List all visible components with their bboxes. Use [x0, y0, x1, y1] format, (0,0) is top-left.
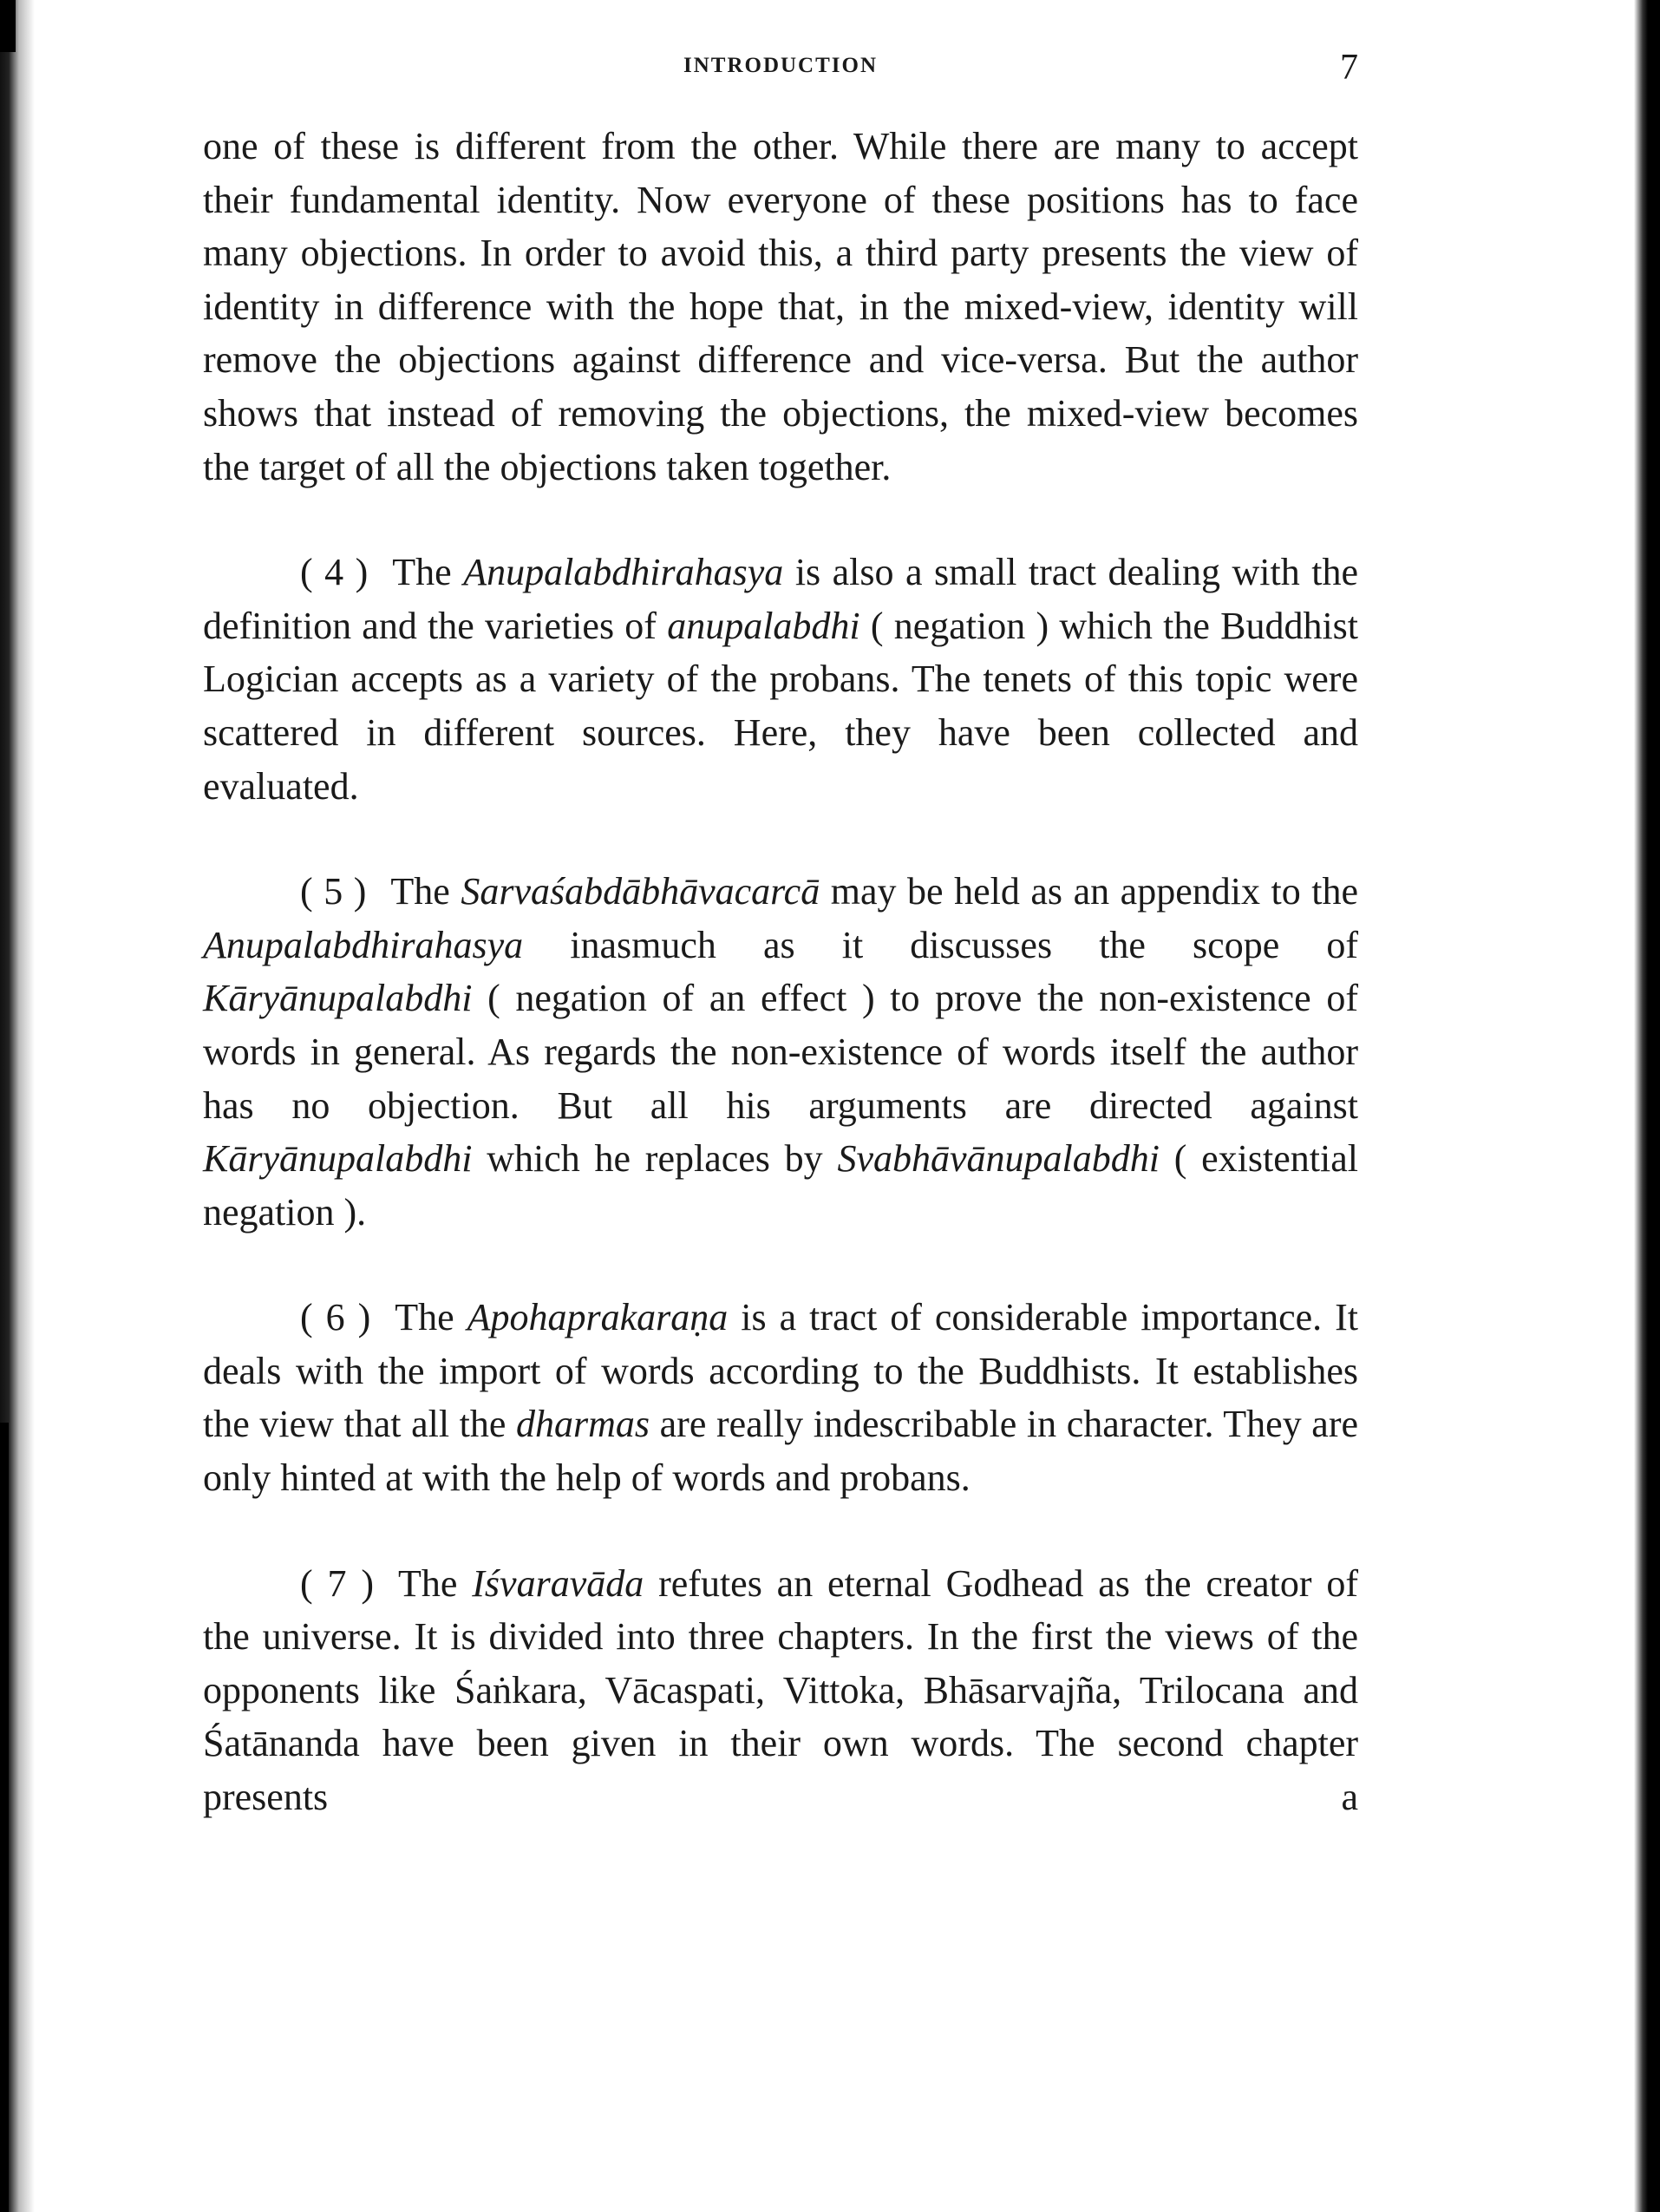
text-segment: The — [390, 870, 450, 913]
page-right-edge — [1634, 0, 1660, 2212]
italic-term: anupalabdhi — [667, 604, 860, 647]
italic-term: dharmas — [516, 1403, 650, 1446]
work-title: Iśvaravāda — [472, 1561, 644, 1605]
text-segment: are really indescribable in character. They are only hinted at with the help of words and probans. — [203, 1403, 1359, 1500]
paragraph-number: ( 6 ) — [300, 1296, 371, 1339]
body-text — [203, 120, 1358, 1876]
text-segment: The — [392, 551, 452, 594]
text-segment: is also a small tract dealing with the definition and the varieties of — [203, 551, 1358, 647]
text-segment: ( existential negation ). — [203, 1137, 1358, 1234]
paragraph-4 — [203, 546, 1358, 813]
paragraph-number: ( 7 ) — [300, 1561, 375, 1605]
text-segment: which he replaces by — [487, 1137, 823, 1181]
italic-term: Svabhāvānupalabdhi — [837, 1137, 1160, 1181]
paragraph-continuation: one of these is different from the other. While there are many to accept their fundamental identity. Now everyone of these positions has to face many objections. In order to avoid this, a third party presents the view of identity in difference with the hope that, in the mixed-view, identity will remove the objections against difference and vice-versa. But the author shows that instead of removing the objections, the mixed-view becomes the target of all the objections taken together. — [203, 125, 1358, 488]
page-edge-mark — [0, 0, 16, 52]
page-edge-mark — [0, 1423, 9, 2212]
text-segment: is a tract of considerable importance. It deals with the import of words according to the Buddhists. It establishes the view that all the — [203, 1296, 1358, 1446]
work-title: Anupalabdhirahasya — [463, 551, 784, 594]
paragraph-5 — [203, 865, 1358, 1239]
text-segment: inasmuch as it discusses the scope of — [570, 923, 1358, 966]
page-header — [203, 50, 1358, 94]
text-segment: refutes an eternal Godhead as the creator of the universe. It is divided into three chapters. In the first the views of the opponents like Śaṅkara, Vācaspati, Vittoka, Bhāsarvajña, Trilocana and Śatānanda have been given in their own words. The second chapter presents a — [203, 1561, 1359, 1819]
text-segment: The — [395, 1296, 454, 1339]
work-title: Apohaprakaraṇa — [467, 1296, 729, 1339]
paragraph-7 — [203, 1557, 1358, 1824]
page-number: 7 — [1340, 48, 1358, 88]
italic-term: Kāryānupalabdhi — [203, 977, 473, 1020]
running-head: INTRODUCTION — [683, 54, 879, 77]
paragraph-6 — [203, 1291, 1358, 1504]
italic-term: Anupalabdhirahasya — [203, 923, 524, 966]
text-segment: ( negation ) which the Buddhist Logician accepts as a variety of the probans. The tenets of this topic were scattered in different sources. Here, they have been collected and evaluated. — [203, 604, 1359, 808]
paragraph-number: ( 4 ) — [300, 551, 369, 594]
work-title: Sarvaśabdābhāvacarcā — [461, 870, 820, 913]
text-segment: may be held as an appendix to the — [830, 870, 1359, 913]
italic-term: Kāryānupalabdhi — [203, 1137, 473, 1181]
text-segment: The — [398, 1561, 458, 1605]
paragraph-number: ( 5 ) — [300, 870, 367, 913]
text-segment: ( negation of an effect ) to prove the non-existence of words in general. As regards the non-existence of words itself the author has no objection. But all his arguments are directed against — [203, 977, 1359, 1127]
